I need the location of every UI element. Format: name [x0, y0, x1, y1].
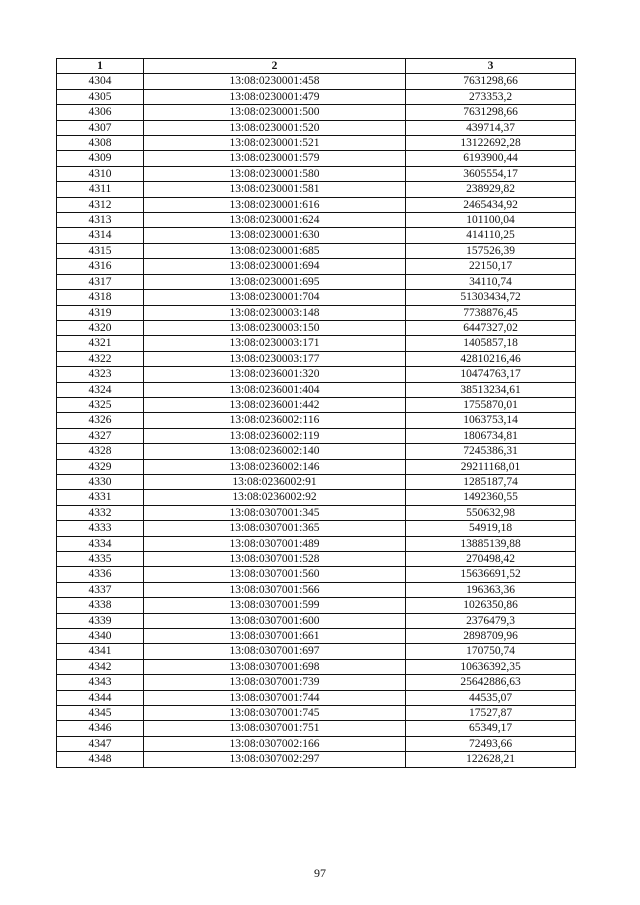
table-row — [57, 197, 576, 212]
value-cell: 22150,17 — [406, 259, 576, 274]
cadastral-number-cell: 13:08:0230001:579 — [144, 151, 406, 166]
cadastral-number-cell: 13:08:0307001:599 — [144, 598, 406, 613]
cadastral-number-cell: 13:08:0230003:177 — [144, 351, 406, 366]
cadastral-number-cell: 13:08:0230001:500 — [144, 105, 406, 120]
table-row — [57, 213, 576, 228]
cadastral-number-cell: 13:08:0307001:365 — [144, 521, 406, 536]
value-cell: 44535,07 — [406, 690, 576, 705]
table-row — [57, 382, 576, 397]
cadastral-number-cell: 13:08:0236001:320 — [144, 367, 406, 382]
row-number-cell: 4342 — [57, 659, 144, 674]
cadastral-number-cell: 13:08:0307001:560 — [144, 567, 406, 582]
row-number-cell: 4331 — [57, 490, 144, 505]
value-cell: 122628,21 — [406, 752, 576, 767]
row-number-cell: 4325 — [57, 397, 144, 412]
table-row — [57, 166, 576, 181]
cadastral-number-cell: 13:08:0230003:150 — [144, 320, 406, 335]
row-number-cell: 4330 — [57, 474, 144, 489]
table-row — [57, 320, 576, 335]
table-row — [57, 74, 576, 89]
cadastral-number-cell: 13:08:0230003:148 — [144, 305, 406, 320]
cadastral-number-cell: 13:08:0307001:345 — [144, 505, 406, 520]
table-row — [57, 459, 576, 474]
value-cell: 270498,42 — [406, 552, 576, 567]
table-row — [57, 89, 576, 104]
cadastral-number-cell: 13:08:0307001:751 — [144, 721, 406, 736]
value-cell: 65349,17 — [406, 721, 576, 736]
row-number-cell: 4324 — [57, 382, 144, 397]
row-number-cell: 4312 — [57, 197, 144, 212]
value-cell: 7631298,66 — [406, 74, 576, 89]
value-cell: 7738876,45 — [406, 305, 576, 320]
page-number: 97 — [314, 866, 326, 880]
value-cell: 10636392,35 — [406, 659, 576, 674]
table-row — [57, 629, 576, 644]
value-cell: 10474763,17 — [406, 367, 576, 382]
value-cell: 3605554,17 — [406, 166, 576, 181]
row-number-cell: 4322 — [57, 351, 144, 366]
cadastral-number-cell: 13:08:0236002:146 — [144, 459, 406, 474]
row-number-cell: 4309 — [57, 151, 144, 166]
value-cell: 238929,82 — [406, 182, 576, 197]
value-cell: 1755870,01 — [406, 397, 576, 412]
row-number-cell: 4333 — [57, 521, 144, 536]
table-row — [57, 413, 576, 428]
table-row — [57, 736, 576, 751]
cadastral-number-cell: 13:08:0236002:116 — [144, 413, 406, 428]
value-cell: 273353,2 — [406, 89, 576, 104]
row-number-cell: 4314 — [57, 228, 144, 243]
cadastral-number-cell: 13:08:0307001:744 — [144, 690, 406, 705]
row-number-cell: 4327 — [57, 428, 144, 443]
table-row — [57, 598, 576, 613]
cadastral-number-cell: 13:08:0230001:520 — [144, 120, 406, 135]
value-cell: 1285187,74 — [406, 474, 576, 489]
table-row — [57, 367, 576, 382]
table-row — [57, 136, 576, 151]
value-cell: 13885139,88 — [406, 536, 576, 551]
row-number-cell: 4304 — [57, 74, 144, 89]
row-number-cell: 4339 — [57, 613, 144, 628]
cadastral-number-cell: 13:08:0230001:521 — [144, 136, 406, 151]
value-cell: 72493,66 — [406, 736, 576, 751]
cadastral-number-cell: 13:08:0230001:458 — [144, 74, 406, 89]
table-row — [57, 336, 576, 351]
table-row — [57, 444, 576, 459]
value-cell: 439714,37 — [406, 120, 576, 135]
cadastral-number-cell: 13:08:0236002:140 — [144, 444, 406, 459]
cadastral-number-cell: 13:08:0230001:695 — [144, 274, 406, 289]
row-number-cell: 4319 — [57, 305, 144, 320]
table-row — [57, 305, 576, 320]
table-row — [57, 582, 576, 597]
table-row — [57, 613, 576, 628]
row-number-cell: 4315 — [57, 243, 144, 258]
row-number-cell: 4326 — [57, 413, 144, 428]
table-row — [57, 706, 576, 721]
row-number-cell: 4338 — [57, 598, 144, 613]
table-body — [57, 74, 576, 767]
table-row — [57, 552, 576, 567]
table-row — [57, 505, 576, 520]
cadastral-number-cell: 13:08:0236001:404 — [144, 382, 406, 397]
value-cell: 1492360,55 — [406, 490, 576, 505]
value-cell: 29211168,01 — [406, 459, 576, 474]
value-cell: 7245386,31 — [406, 444, 576, 459]
value-cell: 2898709,96 — [406, 629, 576, 644]
value-cell: 157526,39 — [406, 243, 576, 258]
table-row — [57, 659, 576, 674]
row-number-cell: 4307 — [57, 120, 144, 135]
cadastral-number-cell: 13:08:0230001:624 — [144, 213, 406, 228]
row-number-cell: 4316 — [57, 259, 144, 274]
cadastral-number-cell: 13:08:0230001:581 — [144, 182, 406, 197]
cadastral-number-cell: 13:08:0307001:697 — [144, 644, 406, 659]
cadastral-number-cell: 13:08:0230001:616 — [144, 197, 406, 212]
value-cell: 13122692,28 — [406, 136, 576, 151]
row-number-cell: 4328 — [57, 444, 144, 459]
cadastral-number-cell: 13:08:0307001:661 — [144, 629, 406, 644]
table-row — [57, 228, 576, 243]
cadastral-number-cell: 13:08:0236002:119 — [144, 428, 406, 443]
table-row — [57, 120, 576, 135]
table-row — [57, 567, 576, 582]
column-header-3: 3 — [406, 59, 576, 74]
cadastral-number-cell: 13:08:0230001:694 — [144, 259, 406, 274]
table-row — [57, 397, 576, 412]
value-cell: 1063753,14 — [406, 413, 576, 428]
row-number-cell: 4305 — [57, 89, 144, 104]
row-number-cell: 4334 — [57, 536, 144, 551]
table-row — [57, 351, 576, 366]
cadastral-number-cell: 13:08:0230001:704 — [144, 290, 406, 305]
cadastral-number-cell: 13:08:0236001:442 — [144, 397, 406, 412]
value-cell: 6193900,44 — [406, 151, 576, 166]
cadastral-number-cell: 13:08:0307001:528 — [144, 552, 406, 567]
value-cell: 15636691,52 — [406, 567, 576, 582]
row-number-cell: 4313 — [57, 213, 144, 228]
row-number-cell: 4332 — [57, 505, 144, 520]
value-cell: 101100,04 — [406, 213, 576, 228]
cadastral-number-cell: 13:08:0307001:600 — [144, 613, 406, 628]
value-cell: 17527,87 — [406, 706, 576, 721]
cadastral-number-cell: 13:08:0236002:92 — [144, 490, 406, 505]
row-number-cell: 4348 — [57, 752, 144, 767]
row-number-cell: 4341 — [57, 644, 144, 659]
value-cell: 42810216,46 — [406, 351, 576, 366]
cadastral-number-cell: 13:08:0307001:739 — [144, 675, 406, 690]
table-row — [57, 182, 576, 197]
value-cell: 6447327,02 — [406, 320, 576, 335]
table-row — [57, 428, 576, 443]
row-number-cell: 4344 — [57, 690, 144, 705]
row-number-cell: 4347 — [57, 736, 144, 751]
value-cell: 196363,36 — [406, 582, 576, 597]
value-cell: 414110,25 — [406, 228, 576, 243]
table-row — [57, 675, 576, 690]
row-number-cell: 4320 — [57, 320, 144, 335]
row-number-cell: 4345 — [57, 706, 144, 721]
table-row — [57, 151, 576, 166]
column-header-2: 2 — [144, 59, 406, 74]
row-number-cell: 4340 — [57, 629, 144, 644]
cadastral-number-cell: 13:08:0307002:297 — [144, 752, 406, 767]
table-row — [57, 290, 576, 305]
table-row — [57, 644, 576, 659]
value-cell: 34110,74 — [406, 274, 576, 289]
table-header-row — [57, 59, 576, 74]
table-row — [57, 752, 576, 767]
row-number-cell: 4337 — [57, 582, 144, 597]
row-number-cell: 4346 — [57, 721, 144, 736]
value-cell: 1026350,86 — [406, 598, 576, 613]
cadastral-number-cell: 13:08:0230001:580 — [144, 166, 406, 181]
cadastral-number-cell: 13:08:0307001:566 — [144, 582, 406, 597]
cadastral-number-cell: 13:08:0307001:698 — [144, 659, 406, 674]
row-number-cell: 4306 — [57, 105, 144, 120]
row-number-cell: 4321 — [57, 336, 144, 351]
value-cell: 51303434,72 — [406, 290, 576, 305]
row-number-cell: 4311 — [57, 182, 144, 197]
cadastral-number-cell: 13:08:0230001:479 — [144, 89, 406, 104]
cadastral-number-cell: 13:08:0230001:630 — [144, 228, 406, 243]
value-cell: 25642886,63 — [406, 675, 576, 690]
value-cell: 1806734,81 — [406, 428, 576, 443]
table-row — [57, 490, 576, 505]
row-number-cell: 4310 — [57, 166, 144, 181]
data-table-container — [56, 58, 576, 768]
table-row — [57, 274, 576, 289]
row-number-cell: 4317 — [57, 274, 144, 289]
cadastral-number-cell: 13:08:0230003:171 — [144, 336, 406, 351]
table-row — [57, 243, 576, 258]
cadastral-number-cell: 13:08:0307001:745 — [144, 706, 406, 721]
value-cell: 2465434,92 — [406, 197, 576, 212]
row-number-cell: 4335 — [57, 552, 144, 567]
row-number-cell: 4343 — [57, 675, 144, 690]
value-cell: 1405857,18 — [406, 336, 576, 351]
table-row — [57, 521, 576, 536]
table-row — [57, 474, 576, 489]
table-row — [57, 105, 576, 120]
value-cell: 7631298,66 — [406, 105, 576, 120]
row-number-cell: 4318 — [57, 290, 144, 305]
value-cell: 170750,74 — [406, 644, 576, 659]
value-cell: 54919,18 — [406, 521, 576, 536]
row-number-cell: 4336 — [57, 567, 144, 582]
cadastral-value-table — [56, 58, 576, 768]
value-cell: 2376479,3 — [406, 613, 576, 628]
table-row — [57, 536, 576, 551]
table-row — [57, 721, 576, 736]
cadastral-number-cell: 13:08:0236002:91 — [144, 474, 406, 489]
row-number-cell: 4308 — [57, 136, 144, 151]
value-cell: 550632,98 — [406, 505, 576, 520]
row-number-cell: 4329 — [57, 459, 144, 474]
table-row — [57, 259, 576, 274]
cadastral-number-cell: 13:08:0230001:685 — [144, 243, 406, 258]
cadastral-number-cell: 13:08:0307002:166 — [144, 736, 406, 751]
row-number-cell: 4323 — [57, 367, 144, 382]
cadastral-number-cell: 13:08:0307001:489 — [144, 536, 406, 551]
table-row — [57, 690, 576, 705]
column-header-1: 1 — [57, 59, 144, 74]
value-cell: 38513234,61 — [406, 382, 576, 397]
